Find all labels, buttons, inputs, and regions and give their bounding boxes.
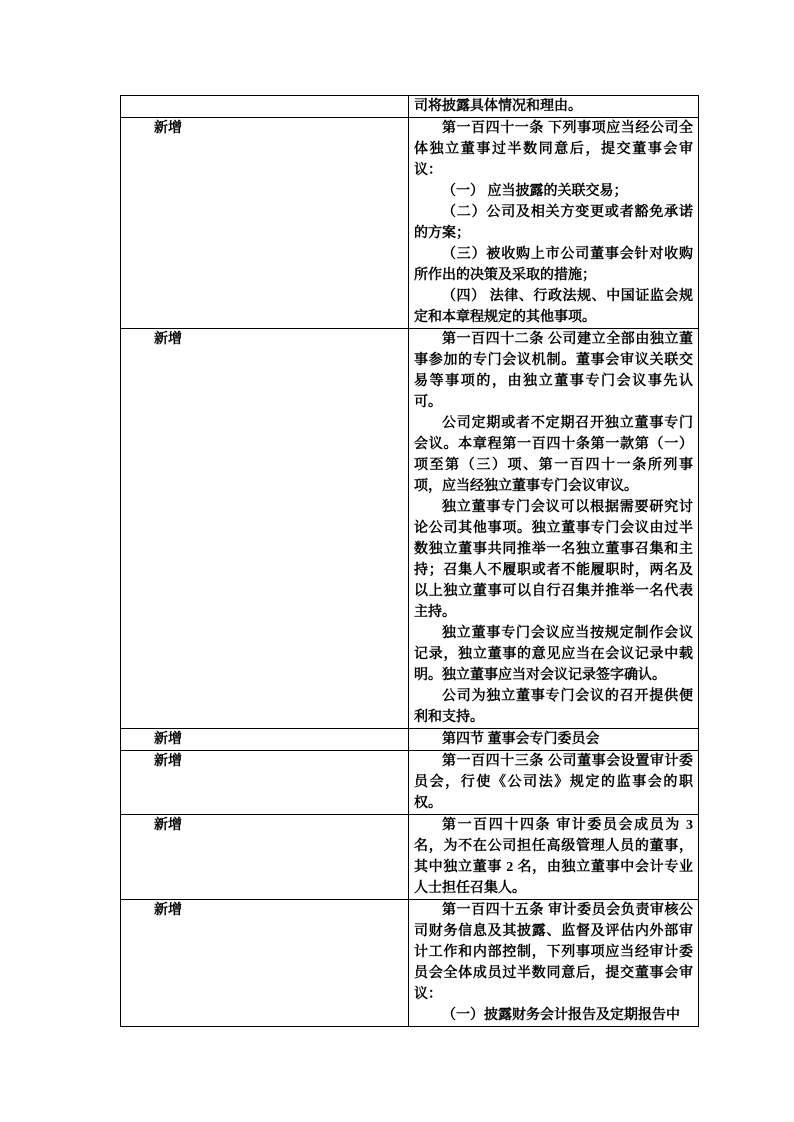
clause-paragraph: 独立董事专门会议应当按规定制作会议记录，独立董事的意见应当在会议记录中载明。独立董事应当对会议记录签字确认。 xyxy=(414,626,693,683)
content-cell xyxy=(409,751,699,815)
table-row xyxy=(121,815,699,900)
clause-paragraph: 公司为独立董事专门会议的召开提供便利和支持。 xyxy=(414,689,693,725)
clause-paragraph: 第四节 董事会专门委员会 xyxy=(442,732,600,747)
change-type-cell xyxy=(121,751,409,815)
change-type-label: 新增 xyxy=(154,332,182,347)
clause-paragraph: （一）披露财务会计报告及定期报告中 xyxy=(442,1008,680,1023)
clause-paragraph: 司将披露具体情况和理由。 xyxy=(414,99,582,114)
change-type-label: 新增 xyxy=(154,903,182,918)
clause-paragraph: 第一百四十三条 公司董事会设置审计委员会，行使《公司法》规定的监事会的职权。 xyxy=(414,754,693,811)
clause-paragraph: （二）公司及相关方变更或者豁免承诺的方案； xyxy=(414,205,693,241)
clause-paragraph: 独立董事专门会议可以根据需要研究讨论公司其他事项。独立董事专门会议由过半数独立董事共同推举一名独立董事召集和主持；召集人不履职或者不能履职时，两名及以上独立董事可以自行召集并推举一名代表主持。 xyxy=(414,500,693,620)
change-type-cell xyxy=(121,729,409,751)
change-type-cell xyxy=(121,815,409,900)
table-row xyxy=(121,729,699,751)
clause-paragraph: 第一百四十一条 下列事项应当经公司全体独立董事过半数同意后，提交董事会审议： xyxy=(414,121,693,178)
change-type-label: 新增 xyxy=(154,818,182,833)
content-cell xyxy=(409,118,699,329)
content-cell xyxy=(409,815,699,900)
table-row xyxy=(121,900,699,1027)
changes-table-body xyxy=(121,96,699,1027)
change-type-cell xyxy=(121,329,409,729)
change-type-cell xyxy=(121,900,409,1027)
table-row xyxy=(121,751,699,815)
change-type-label: 新增 xyxy=(154,754,182,769)
changes-table xyxy=(120,95,699,1027)
content-cell xyxy=(409,900,699,1027)
clause-paragraph: （三）被收购上市公司董事会针对收购所作出的决策及采取的措施； xyxy=(414,247,693,283)
clause-paragraph: 第一百四十四条 审计委员会成员为 3 名，为不在公司担任高级管理人员的董事，其中独立董事 2 名，由独立董事中会计专业人士担任召集人。 xyxy=(414,818,693,896)
table-row xyxy=(121,118,699,329)
change-type-cell xyxy=(121,96,409,118)
content-cell xyxy=(409,329,699,729)
content-cell xyxy=(409,96,699,118)
clause-paragraph: （一） 应当披露的关联交易； xyxy=(442,184,628,199)
change-type-label: 新增 xyxy=(154,732,182,747)
change-type-label: 新增 xyxy=(154,121,182,136)
clause-paragraph: 第一百四十五条 审计委员会负责审核公司财务信息及其披露、监督及评估内外部审计工作和内部控制，下列事项应当经审计委员会全体成员过半数同意后，提交董事会审议： xyxy=(414,903,693,1002)
content-cell xyxy=(409,729,699,751)
table-row xyxy=(121,329,699,729)
table-row xyxy=(121,96,699,118)
clause-paragraph: 公司定期或者不定期召开独立董事专门会议。本章程第一百四十条第一款第（一）项至第（三）项、第一百四十一条所列事项，应当经独立董事专门会议审议。 xyxy=(414,416,693,494)
clause-paragraph: 第一百四十二条 公司建立全部由独立董事参加的专门会议机制。董事会审议关联交易等事项的，由独立董事专门会议事先认可。 xyxy=(414,332,693,410)
clause-paragraph: （四） 法律、行政法规、中国证监会规定和本章程规定的其他事项。 xyxy=(414,289,693,325)
change-type-cell xyxy=(121,118,409,329)
